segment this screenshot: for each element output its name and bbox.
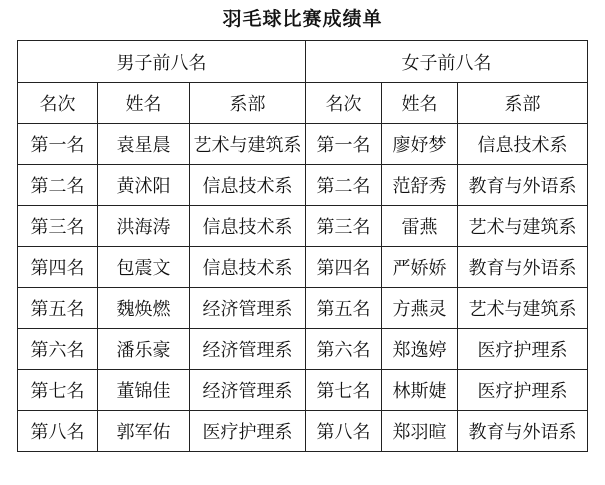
table-row (18, 288, 588, 329)
men-name-cell: 黄沭阳 (98, 165, 190, 206)
results-table (17, 40, 588, 452)
women-dept-cell: 艺术与建筑系 (458, 288, 588, 329)
women-rank-cell: 第七名 (306, 370, 382, 411)
women-dept-cell: 艺术与建筑系 (458, 206, 588, 247)
women-name-cell: 廖妤梦 (382, 124, 458, 165)
women-name-header: 姓名 (382, 83, 458, 124)
women-dept-cell: 医疗护理系 (458, 370, 588, 411)
men-group-header: 男子前八名 (18, 41, 306, 83)
women-rank-cell: 第八名 (306, 411, 382, 452)
women-dept-cell: 医疗护理系 (458, 329, 588, 370)
women-name-cell: 方燕灵 (382, 288, 458, 329)
men-rank-cell: 第二名 (18, 165, 98, 206)
men-rank-cell: 第三名 (18, 206, 98, 247)
men-name-cell: 袁星晨 (98, 124, 190, 165)
table-row (18, 206, 588, 247)
men-dept-cell: 信息技术系 (190, 247, 306, 288)
women-name-cell: 林斯婕 (382, 370, 458, 411)
men-dept-cell: 经济管理系 (190, 288, 306, 329)
women-name-cell: 郑逸婷 (382, 329, 458, 370)
women-rank-cell: 第一名 (306, 124, 382, 165)
men-name-cell: 董锦佳 (98, 370, 190, 411)
women-dept-cell: 教育与外语系 (458, 165, 588, 206)
table-row (18, 165, 588, 206)
men-rank-cell: 第一名 (18, 124, 98, 165)
men-name-cell: 包震文 (98, 247, 190, 288)
men-rank-cell: 第五名 (18, 288, 98, 329)
women-rank-cell: 第六名 (306, 329, 382, 370)
men-rank-header: 名次 (18, 83, 98, 124)
men-dept-header: 系部 (190, 83, 306, 124)
table-row (18, 124, 588, 165)
women-name-cell: 范舒秀 (382, 165, 458, 206)
men-name-cell: 魏焕燃 (98, 288, 190, 329)
men-rank-cell: 第八名 (18, 411, 98, 452)
women-dept-header: 系部 (458, 83, 588, 124)
table-row (18, 247, 588, 288)
women-name-cell: 严娇娇 (382, 247, 458, 288)
group-header-row (18, 41, 588, 83)
men-rank-cell: 第六名 (18, 329, 98, 370)
women-name-cell: 郑羽暄 (382, 411, 458, 452)
men-dept-cell: 经济管理系 (190, 370, 306, 411)
women-rank-header: 名次 (306, 83, 382, 124)
women-rank-cell: 第五名 (306, 288, 382, 329)
men-name-cell: 郭军佑 (98, 411, 190, 452)
table-row (18, 370, 588, 411)
women-rank-cell: 第三名 (306, 206, 382, 247)
men-dept-cell: 艺术与建筑系 (190, 124, 306, 165)
men-dept-cell: 信息技术系 (190, 206, 306, 247)
men-dept-cell: 经济管理系 (190, 329, 306, 370)
men-name-cell: 潘乐豪 (98, 329, 190, 370)
table-row (18, 411, 588, 452)
women-group-header: 女子前八名 (306, 41, 588, 83)
men-rank-cell: 第四名 (18, 247, 98, 288)
women-rank-cell: 第四名 (306, 247, 382, 288)
men-name-header: 姓名 (98, 83, 190, 124)
men-dept-cell: 信息技术系 (190, 165, 306, 206)
men-rank-cell: 第七名 (18, 370, 98, 411)
women-name-cell: 雷燕 (382, 206, 458, 247)
men-name-cell: 洪海涛 (98, 206, 190, 247)
women-dept-cell: 教育与外语系 (458, 247, 588, 288)
women-dept-cell: 教育与外语系 (458, 411, 588, 452)
men-dept-cell: 医疗护理系 (190, 411, 306, 452)
table-row (18, 329, 588, 370)
women-dept-cell: 信息技术系 (458, 124, 588, 165)
document-title: 羽毛球比赛成绩单 (222, 8, 383, 30)
women-rank-cell: 第二名 (306, 165, 382, 206)
column-header-row (18, 83, 588, 124)
